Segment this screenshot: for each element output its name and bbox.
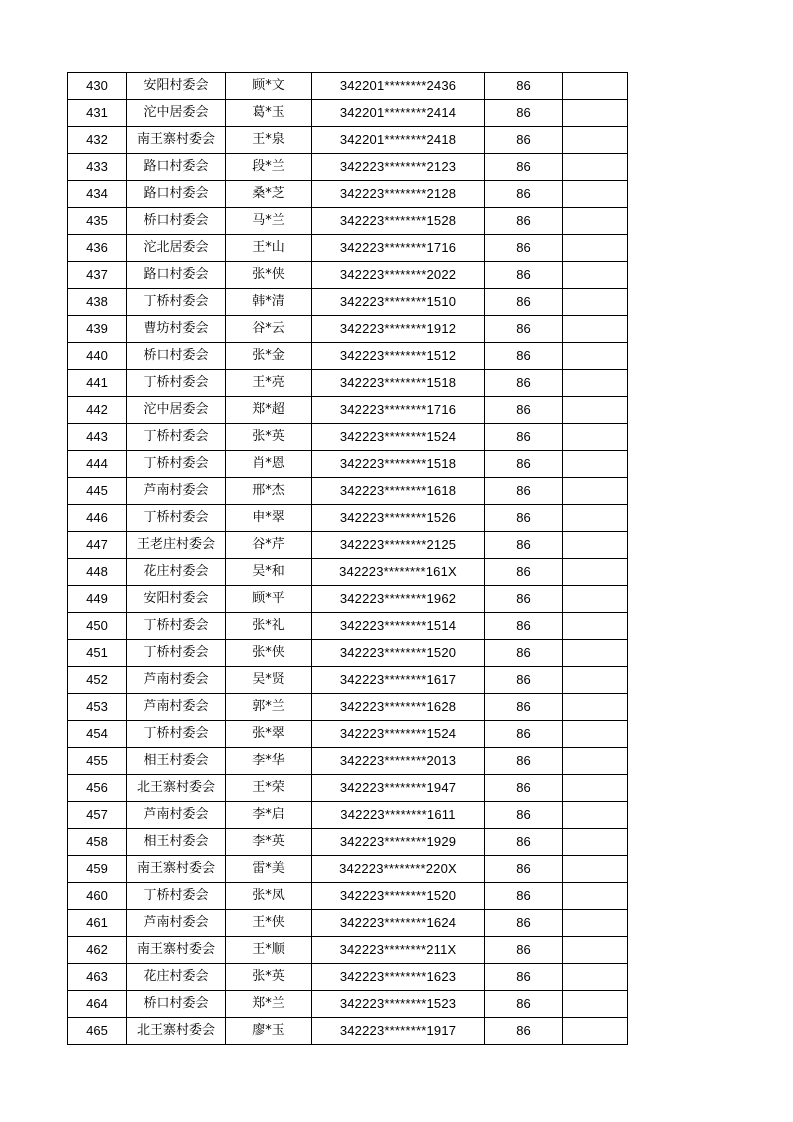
row-number-cell: 452 <box>68 667 127 694</box>
table-row <box>68 613 628 640</box>
note-cell <box>563 667 628 694</box>
village-committee-cell: 王老庄村委会 <box>127 532 226 559</box>
score-cell: 86 <box>485 181 563 208</box>
village-committee-cell: 花庄村委会 <box>127 559 226 586</box>
id-number-cell: 342223********1523 <box>312 991 485 1018</box>
village-committee-cell: 沱北居委会 <box>127 235 226 262</box>
row-number-cell: 438 <box>68 289 127 316</box>
id-number-cell: 342223********1917 <box>312 1018 485 1045</box>
id-number-cell: 342223********1611 <box>312 802 485 829</box>
person-name-cell: 王*亮 <box>226 370 312 397</box>
score-cell: 86 <box>485 829 563 856</box>
score-cell: 86 <box>485 667 563 694</box>
note-cell <box>563 100 628 127</box>
person-name-cell: 王*顺 <box>226 937 312 964</box>
id-number-cell: 342223********1716 <box>312 397 485 424</box>
id-number-cell: 342201********2418 <box>312 127 485 154</box>
score-cell: 86 <box>485 883 563 910</box>
score-cell: 86 <box>485 748 563 775</box>
person-name-cell: 王*侠 <box>226 910 312 937</box>
row-number-cell: 462 <box>68 937 127 964</box>
note-cell <box>563 802 628 829</box>
person-name-cell: 葛*玉 <box>226 100 312 127</box>
id-number-cell: 342223********1520 <box>312 640 485 667</box>
table-row <box>68 424 628 451</box>
id-number-cell: 342223********211X <box>312 937 485 964</box>
id-number-cell: 342223********1526 <box>312 505 485 532</box>
score-cell: 86 <box>485 100 563 127</box>
score-cell: 86 <box>485 424 563 451</box>
village-committee-cell: 相王村委会 <box>127 829 226 856</box>
note-cell <box>563 640 628 667</box>
note-cell <box>563 613 628 640</box>
village-committee-cell: 芦南村委会 <box>127 802 226 829</box>
row-number-cell: 433 <box>68 154 127 181</box>
person-name-cell: 谷*云 <box>226 316 312 343</box>
note-cell <box>563 748 628 775</box>
note-cell <box>563 289 628 316</box>
score-cell: 86 <box>485 316 563 343</box>
table-row <box>68 73 628 100</box>
id-number-cell: 342223********1628 <box>312 694 485 721</box>
person-name-cell: 张*礼 <box>226 613 312 640</box>
score-cell: 86 <box>485 397 563 424</box>
village-committee-cell: 路口村委会 <box>127 181 226 208</box>
person-name-cell: 顾*文 <box>226 73 312 100</box>
id-number-cell: 342223********2128 <box>312 181 485 208</box>
id-number-cell: 342223********1962 <box>312 586 485 613</box>
row-number-cell: 439 <box>68 316 127 343</box>
score-cell: 86 <box>485 505 563 532</box>
village-committee-cell: 路口村委会 <box>127 154 226 181</box>
row-number-cell: 444 <box>68 451 127 478</box>
id-number-cell: 342201********2436 <box>312 73 485 100</box>
table-row <box>68 559 628 586</box>
note-cell <box>563 154 628 181</box>
person-name-cell: 吴*贤 <box>226 667 312 694</box>
person-name-cell: 韩*清 <box>226 289 312 316</box>
table-row <box>68 775 628 802</box>
row-number-cell: 446 <box>68 505 127 532</box>
village-committee-cell: 芦南村委会 <box>127 694 226 721</box>
village-committee-cell: 南王寨村委会 <box>127 937 226 964</box>
table-row <box>68 316 628 343</box>
table-row <box>68 235 628 262</box>
id-number-cell: 342223********1518 <box>312 451 485 478</box>
id-number-cell: 342223********1510 <box>312 289 485 316</box>
village-committee-cell: 丁桥村委会 <box>127 451 226 478</box>
table-row <box>68 208 628 235</box>
row-number-cell: 461 <box>68 910 127 937</box>
table-row <box>68 154 628 181</box>
note-cell <box>563 478 628 505</box>
row-number-cell: 440 <box>68 343 127 370</box>
village-committee-cell: 北王寨村委会 <box>127 1018 226 1045</box>
person-name-cell: 张*侠 <box>226 640 312 667</box>
person-name-cell: 王*荣 <box>226 775 312 802</box>
table-row <box>68 964 628 991</box>
person-name-cell: 吴*和 <box>226 559 312 586</box>
row-number-cell: 448 <box>68 559 127 586</box>
row-number-cell: 441 <box>68 370 127 397</box>
row-number-cell: 431 <box>68 100 127 127</box>
table-row <box>68 262 628 289</box>
row-number-cell: 436 <box>68 235 127 262</box>
note-cell <box>563 1018 628 1045</box>
row-number-cell: 454 <box>68 721 127 748</box>
table-row <box>68 829 628 856</box>
score-cell: 86 <box>485 154 563 181</box>
row-number-cell: 442 <box>68 397 127 424</box>
score-cell: 86 <box>485 370 563 397</box>
table-row <box>68 802 628 829</box>
table-row <box>68 748 628 775</box>
person-name-cell: 张*侠 <box>226 262 312 289</box>
score-cell: 86 <box>485 937 563 964</box>
id-number-cell: 342223********1623 <box>312 964 485 991</box>
person-name-cell: 廖*玉 <box>226 1018 312 1045</box>
person-name-cell: 张*英 <box>226 964 312 991</box>
table-row <box>68 640 628 667</box>
village-committee-cell: 桥口村委会 <box>127 991 226 1018</box>
village-committee-cell: 花庄村委会 <box>127 964 226 991</box>
id-number-cell: 342223********1912 <box>312 316 485 343</box>
score-cell: 86 <box>485 640 563 667</box>
person-name-cell: 桑*芝 <box>226 181 312 208</box>
person-name-cell: 申*翠 <box>226 505 312 532</box>
row-number-cell: 443 <box>68 424 127 451</box>
score-cell: 86 <box>485 991 563 1018</box>
village-committee-cell: 芦南村委会 <box>127 910 226 937</box>
row-number-cell: 435 <box>68 208 127 235</box>
note-cell <box>563 181 628 208</box>
person-name-cell: 顾*平 <box>226 586 312 613</box>
table-row <box>68 100 628 127</box>
table-row <box>68 586 628 613</box>
table-row <box>68 910 628 937</box>
id-number-cell: 342223********220X <box>312 856 485 883</box>
village-committee-cell: 沱中居委会 <box>127 397 226 424</box>
roster-table <box>67 72 628 1045</box>
table-row <box>68 1018 628 1045</box>
id-number-cell: 342223********1716 <box>312 235 485 262</box>
score-cell: 86 <box>485 451 563 478</box>
row-number-cell: 451 <box>68 640 127 667</box>
person-name-cell: 张*翠 <box>226 721 312 748</box>
table-row <box>68 370 628 397</box>
id-number-cell: 342223********1528 <box>312 208 485 235</box>
village-committee-cell: 丁桥村委会 <box>127 883 226 910</box>
row-number-cell: 464 <box>68 991 127 1018</box>
id-number-cell: 342223********1524 <box>312 424 485 451</box>
village-committee-cell: 丁桥村委会 <box>127 424 226 451</box>
note-cell <box>563 856 628 883</box>
table-row <box>68 532 628 559</box>
row-number-cell: 459 <box>68 856 127 883</box>
row-number-cell: 453 <box>68 694 127 721</box>
score-cell: 86 <box>485 586 563 613</box>
note-cell <box>563 127 628 154</box>
id-number-cell: 342223********1947 <box>312 775 485 802</box>
score-cell: 86 <box>485 694 563 721</box>
person-name-cell: 谷*芹 <box>226 532 312 559</box>
village-committee-cell: 丁桥村委会 <box>127 370 226 397</box>
person-name-cell: 雷*美 <box>226 856 312 883</box>
note-cell <box>563 262 628 289</box>
person-name-cell: 张*凤 <box>226 883 312 910</box>
person-name-cell: 肖*恩 <box>226 451 312 478</box>
note-cell <box>563 451 628 478</box>
person-name-cell: 李*启 <box>226 802 312 829</box>
village-committee-cell: 丁桥村委会 <box>127 505 226 532</box>
table-row <box>68 181 628 208</box>
score-cell: 86 <box>485 208 563 235</box>
person-name-cell: 段*兰 <box>226 154 312 181</box>
note-cell <box>563 991 628 1018</box>
id-number-cell: 342201********2414 <box>312 100 485 127</box>
note-cell <box>563 775 628 802</box>
id-number-cell: 342223********1618 <box>312 478 485 505</box>
table-row <box>68 127 628 154</box>
note-cell <box>563 397 628 424</box>
note-cell <box>563 316 628 343</box>
row-number-cell: 455 <box>68 748 127 775</box>
person-name-cell: 郑*超 <box>226 397 312 424</box>
note-cell <box>563 505 628 532</box>
roster-table-body <box>68 73 628 1045</box>
note-cell <box>563 343 628 370</box>
id-number-cell: 342223********2013 <box>312 748 485 775</box>
row-number-cell: 437 <box>68 262 127 289</box>
id-number-cell: 342223********1929 <box>312 829 485 856</box>
row-number-cell: 460 <box>68 883 127 910</box>
table-row <box>68 667 628 694</box>
row-number-cell: 432 <box>68 127 127 154</box>
id-number-cell: 342223********1518 <box>312 370 485 397</box>
village-committee-cell: 芦南村委会 <box>127 478 226 505</box>
row-number-cell: 458 <box>68 829 127 856</box>
score-cell: 86 <box>485 964 563 991</box>
note-cell <box>563 721 628 748</box>
row-number-cell: 450 <box>68 613 127 640</box>
person-name-cell: 王*山 <box>226 235 312 262</box>
score-cell: 86 <box>485 910 563 937</box>
person-name-cell: 张*金 <box>226 343 312 370</box>
score-cell: 86 <box>485 613 563 640</box>
village-committee-cell: 丁桥村委会 <box>127 289 226 316</box>
row-number-cell: 447 <box>68 532 127 559</box>
village-committee-cell: 相王村委会 <box>127 748 226 775</box>
score-cell: 86 <box>485 127 563 154</box>
note-cell <box>563 370 628 397</box>
village-committee-cell: 桥口村委会 <box>127 208 226 235</box>
id-number-cell: 342223********1524 <box>312 721 485 748</box>
note-cell <box>563 694 628 721</box>
score-cell: 86 <box>485 559 563 586</box>
note-cell <box>563 73 628 100</box>
table-row <box>68 478 628 505</box>
table-row <box>68 505 628 532</box>
table-row <box>68 721 628 748</box>
id-number-cell: 342223********2125 <box>312 532 485 559</box>
person-name-cell: 王*泉 <box>226 127 312 154</box>
id-number-cell: 342223********1512 <box>312 343 485 370</box>
row-number-cell: 463 <box>68 964 127 991</box>
row-number-cell: 465 <box>68 1018 127 1045</box>
score-cell: 86 <box>485 478 563 505</box>
table-row <box>68 451 628 478</box>
id-number-cell: 342223********2123 <box>312 154 485 181</box>
row-number-cell: 445 <box>68 478 127 505</box>
row-number-cell: 457 <box>68 802 127 829</box>
score-cell: 86 <box>485 289 563 316</box>
person-name-cell: 李*英 <box>226 829 312 856</box>
table-row <box>68 856 628 883</box>
note-cell <box>563 829 628 856</box>
village-committee-cell: 曹坊村委会 <box>127 316 226 343</box>
note-cell <box>563 937 628 964</box>
score-cell: 86 <box>485 802 563 829</box>
village-committee-cell: 南王寨村委会 <box>127 856 226 883</box>
score-cell: 86 <box>485 532 563 559</box>
note-cell <box>563 964 628 991</box>
id-number-cell: 342223********2022 <box>312 262 485 289</box>
score-cell: 86 <box>485 235 563 262</box>
table-row <box>68 991 628 1018</box>
village-committee-cell: 丁桥村委会 <box>127 613 226 640</box>
table-row <box>68 397 628 424</box>
table-row <box>68 937 628 964</box>
id-number-cell: 342223********1617 <box>312 667 485 694</box>
note-cell <box>563 532 628 559</box>
score-cell: 86 <box>485 343 563 370</box>
id-number-cell: 342223********1520 <box>312 883 485 910</box>
table-row <box>68 694 628 721</box>
person-name-cell: 郭*兰 <box>226 694 312 721</box>
score-cell: 86 <box>485 262 563 289</box>
village-committee-cell: 北王寨村委会 <box>127 775 226 802</box>
person-name-cell: 郑*兰 <box>226 991 312 1018</box>
note-cell <box>563 586 628 613</box>
id-number-cell: 342223********161X <box>312 559 485 586</box>
village-committee-cell: 丁桥村委会 <box>127 721 226 748</box>
row-number-cell: 434 <box>68 181 127 208</box>
village-committee-cell: 安阳村委会 <box>127 73 226 100</box>
id-number-cell: 342223********1514 <box>312 613 485 640</box>
note-cell <box>563 910 628 937</box>
row-number-cell: 449 <box>68 586 127 613</box>
table-row <box>68 883 628 910</box>
score-cell: 86 <box>485 1018 563 1045</box>
note-cell <box>563 424 628 451</box>
row-number-cell: 430 <box>68 73 127 100</box>
note-cell <box>563 208 628 235</box>
score-cell: 86 <box>485 856 563 883</box>
table-row <box>68 343 628 370</box>
row-number-cell: 456 <box>68 775 127 802</box>
village-committee-cell: 南王寨村委会 <box>127 127 226 154</box>
score-cell: 86 <box>485 721 563 748</box>
person-name-cell: 李*华 <box>226 748 312 775</box>
score-cell: 86 <box>485 73 563 100</box>
village-committee-cell: 丁桥村委会 <box>127 640 226 667</box>
village-committee-cell: 路口村委会 <box>127 262 226 289</box>
person-name-cell: 张*英 <box>226 424 312 451</box>
village-committee-cell: 芦南村委会 <box>127 667 226 694</box>
person-name-cell: 邢*杰 <box>226 478 312 505</box>
score-cell: 86 <box>485 775 563 802</box>
table-row <box>68 289 628 316</box>
village-committee-cell: 安阳村委会 <box>127 586 226 613</box>
note-cell <box>563 883 628 910</box>
id-number-cell: 342223********1624 <box>312 910 485 937</box>
note-cell <box>563 559 628 586</box>
person-name-cell: 马*兰 <box>226 208 312 235</box>
note-cell <box>563 235 628 262</box>
village-committee-cell: 桥口村委会 <box>127 343 226 370</box>
village-committee-cell: 沱中居委会 <box>127 100 226 127</box>
